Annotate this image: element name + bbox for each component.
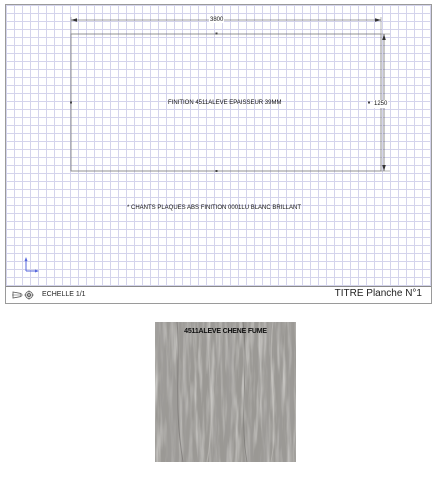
swatch-name-label: 4511ALEVE CHENE FUME <box>184 328 267 335</box>
projection-symbol-icon <box>12 290 38 300</box>
dimension-height-arrow-top <box>382 34 386 40</box>
scale-label: ECHELLE 1/1 <box>42 291 86 298</box>
dimension-height-arrow-bottom <box>382 165 386 171</box>
wood-finish-swatch <box>155 322 296 462</box>
edge-banding-note: * CHANTS PLAQUES ABS FINITION 0001LU BLANC BRILLANT <box>127 205 302 211</box>
dimension-width-arrow-right <box>375 18 381 22</box>
axis-indicator-icon <box>25 257 40 273</box>
midpoint-mark-left <box>70 102 72 104</box>
title-block <box>6 286 431 303</box>
dimension-width-arrow-left <box>71 18 77 22</box>
dimension-width-label: 3800 <box>210 17 224 23</box>
midpoint-mark-top <box>216 33 218 35</box>
sheet-title: TITRE Planche N°1 <box>334 288 422 299</box>
technical-drawing <box>6 5 433 287</box>
midpoint-mark-right <box>368 102 370 104</box>
panel-finish-label: FINITION 4511ALEVE EPAISSEUR 39MM <box>168 100 282 106</box>
dimension-height-label: 1250 <box>374 101 388 107</box>
wood-texture <box>155 322 296 462</box>
drawing-sheet <box>5 4 432 304</box>
midpoint-mark-bottom <box>216 170 218 172</box>
